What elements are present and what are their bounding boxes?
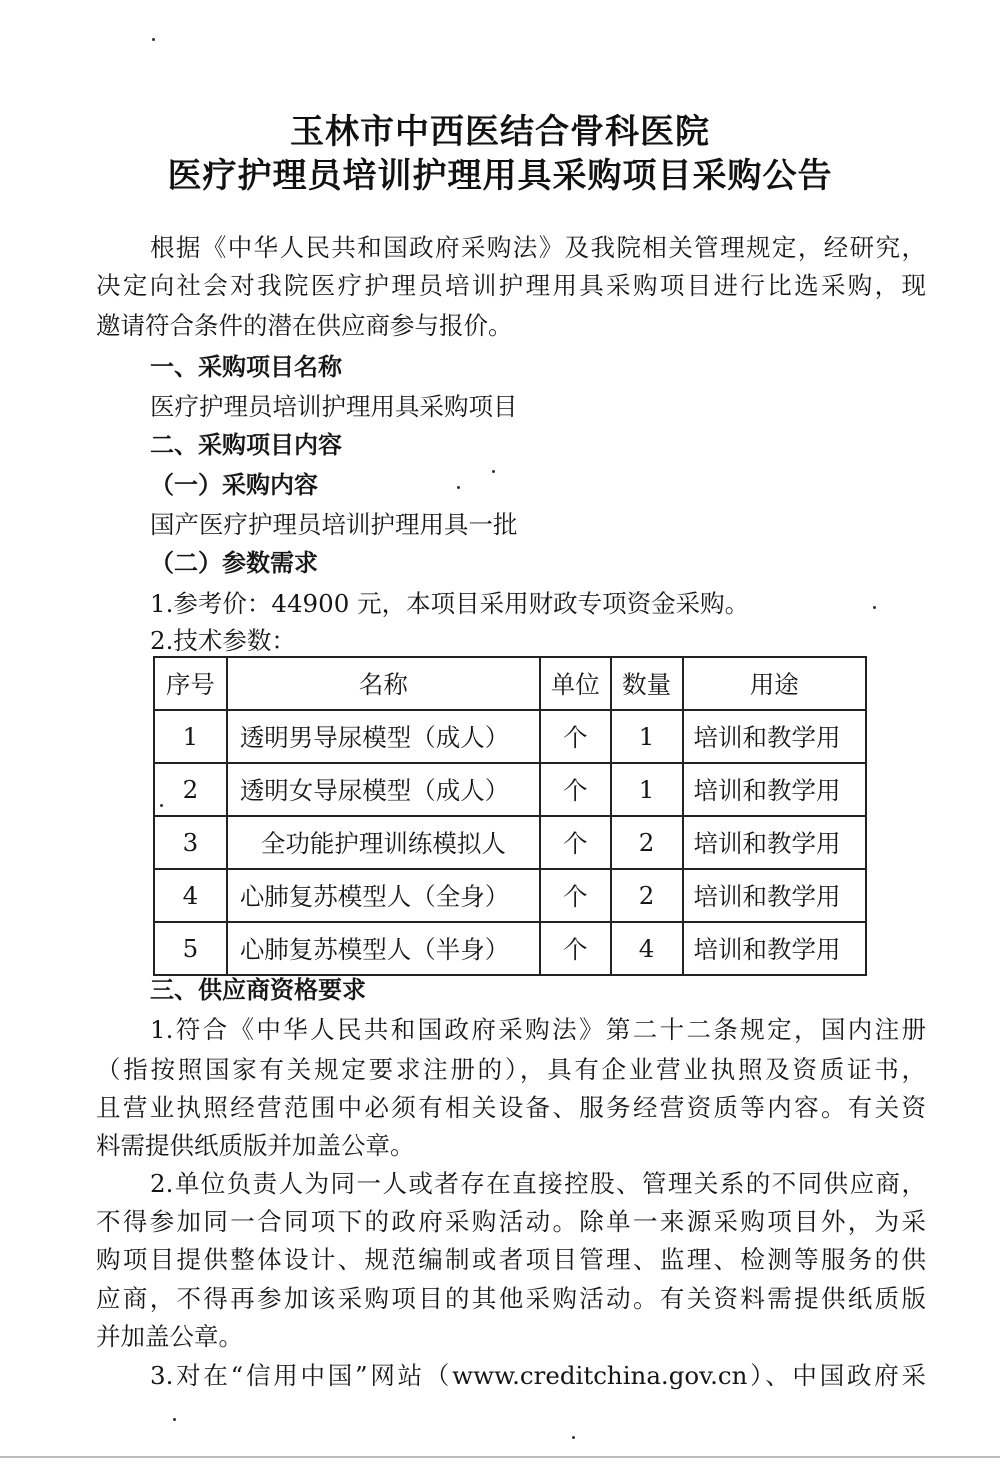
document-title-line1: 玉林市中西医结合骨科医院 bbox=[290, 112, 710, 152]
section3-heading: 三、供应商资格要求 bbox=[150, 976, 366, 1004]
section3-p1-line1: 1.符合《中华人民共和国政府采购法》第二十二条规定，国内注册 bbox=[150, 1015, 926, 1044]
sub1-heading: （一）采购内容 bbox=[150, 471, 318, 499]
section3-p1-line4: 料需提供纸质版并加盖公章。 bbox=[96, 1131, 415, 1160]
scan-edge-line bbox=[0, 1456, 1000, 1458]
scan-speck bbox=[492, 470, 495, 473]
scan-speck bbox=[572, 1436, 575, 1439]
cell-index: 3 bbox=[154, 816, 227, 869]
cell-usage: 培训和教学用 bbox=[683, 763, 866, 816]
scan-speck bbox=[160, 804, 163, 807]
cell-index: 5 bbox=[154, 922, 227, 975]
section2-heading: 二、采购项目内容 bbox=[150, 431, 342, 459]
cell-quantity: 2 bbox=[611, 816, 683, 869]
cell-index: 4 bbox=[154, 869, 227, 922]
cell-usage: 培训和教学用 bbox=[683, 710, 866, 763]
header-quantity: 数量 bbox=[611, 657, 683, 710]
parameters-table bbox=[153, 656, 867, 976]
scan-speck bbox=[457, 486, 460, 489]
reference-price-line: 1.参考价：44900 元，本项目采用财政专项资金采购。 bbox=[150, 589, 750, 618]
table-header-row bbox=[154, 657, 866, 710]
header-usage: 用途 bbox=[683, 657, 866, 710]
table-row bbox=[154, 869, 866, 922]
document-title-line2: 医疗护理员培训护理用具采购项目采购公告 bbox=[167, 156, 833, 196]
sub1-text: 国产医疗护理员培训护理用具一批 bbox=[150, 510, 518, 539]
intro-line-2: 决定向社会对我院医疗护理员培训护理用具采购项目进行比选采购，现 bbox=[96, 271, 926, 300]
intro-line-3: 邀请符合条件的潜在供应商参与报价。 bbox=[96, 311, 513, 340]
scan-speck bbox=[152, 38, 155, 41]
cell-unit: 个 bbox=[540, 816, 611, 869]
cell-quantity: 1 bbox=[611, 763, 683, 816]
section3-p2-line2: 不得参加同一合同项下的政府采购活动。除单一来源采购项目外，为采 bbox=[96, 1207, 926, 1236]
cell-usage: 培训和教学用 bbox=[683, 922, 866, 975]
cell-index: 1 bbox=[154, 710, 227, 763]
cell-usage: 培训和教学用 bbox=[683, 816, 866, 869]
section3-p2-line4: 应商，不得再参加该采购项目的其他采购活动。有关资料需提供纸质版 bbox=[96, 1284, 926, 1313]
sub2-heading: （二）参数需求 bbox=[150, 549, 318, 577]
cell-unit: 个 bbox=[540, 763, 611, 816]
header-unit: 单位 bbox=[540, 657, 611, 710]
section1-heading: 一、采购项目名称 bbox=[150, 353, 342, 381]
section3-p1-line3: 且营业执照经营范围中必须有相关设备、服务经营资质等内容。有关资 bbox=[96, 1093, 926, 1122]
cell-quantity: 1 bbox=[611, 710, 683, 763]
scan-speck bbox=[873, 606, 876, 609]
cell-name: 心肺复苏模型人（全身） bbox=[227, 869, 540, 922]
tech-params-label: 2.技术参数： bbox=[150, 626, 296, 655]
cell-unit: 个 bbox=[540, 922, 611, 975]
header-name: 名称 bbox=[227, 657, 540, 710]
header-index: 序号 bbox=[154, 657, 227, 710]
section3-p2-line3: 购项目提供整体设计、规范编制或者项目管理、监理、检测等服务的供 bbox=[96, 1245, 926, 1274]
cell-usage: 培训和教学用 bbox=[683, 869, 866, 922]
section3-p2-line1: 2.单位负责人为同一人或者存在直接控股、管理关系的不同供应商， bbox=[150, 1169, 926, 1198]
cell-unit: 个 bbox=[540, 710, 611, 763]
cell-name: 透明女导尿模型（成人） bbox=[227, 763, 540, 816]
table-row bbox=[154, 710, 866, 763]
intro-line-1: 根据《中华人民共和国政府采购法》及我院相关管理规定，经研究， bbox=[150, 233, 926, 262]
scan-speck bbox=[173, 1418, 176, 1421]
cell-name: 心肺复苏模型人（半身） bbox=[227, 922, 540, 975]
table-row bbox=[154, 763, 866, 816]
cell-quantity: 2 bbox=[611, 869, 683, 922]
cell-quantity: 4 bbox=[611, 922, 683, 975]
cell-name: 透明男导尿模型（成人） bbox=[227, 710, 540, 763]
table-row bbox=[154, 816, 866, 869]
cell-name: 全功能护理训练模拟人 bbox=[227, 816, 540, 869]
section3-p2-line5: 并加盖公章。 bbox=[96, 1322, 243, 1351]
table-row bbox=[154, 922, 866, 975]
section1-text: 医疗护理员培训护理用具采购项目 bbox=[150, 392, 518, 421]
cell-unit: 个 bbox=[540, 869, 611, 922]
section3-p3-line1: 3.对在“信用中国”网站（www.creditchina.gov.cn）、中国政府采 bbox=[150, 1361, 926, 1390]
section3-p1-line2: （指按照国家有关规定要求注册的），具有企业营业执照及资质证书， bbox=[96, 1055, 926, 1084]
cell-index: 2 bbox=[154, 763, 227, 816]
